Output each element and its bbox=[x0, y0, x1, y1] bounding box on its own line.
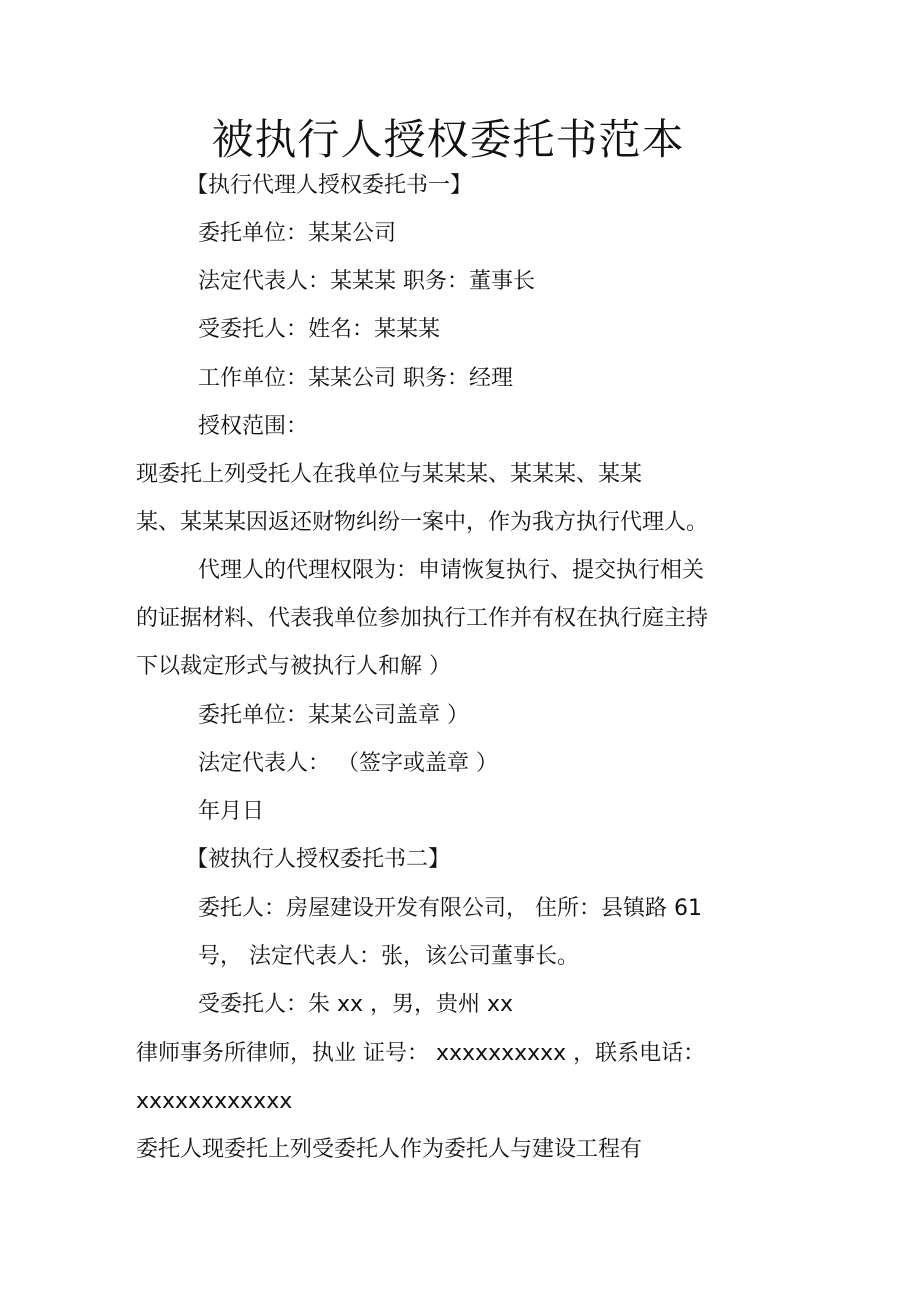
text-line: 委托单位：某某公司 bbox=[198, 221, 397, 246]
text-line: 下以裁定形式与被执行人和解 ） bbox=[136, 654, 451, 679]
section-heading-1: 【执行代理人授权委托书一】 bbox=[186, 173, 473, 198]
text-line: 律师事务所律师，执业 证号： xxxxxxxxxx ，联系电话： bbox=[136, 1041, 706, 1066]
text-line: 委托人现委托上列受委托人作为委托人与建设工程有 bbox=[136, 1137, 643, 1162]
text-line: 现委托上列受托人在我单位与某某某、某某某、某某 bbox=[136, 462, 643, 487]
text-line: 委托单位：某某公司盖章 ） bbox=[198, 703, 469, 728]
text-line: 受委托人：姓名：某某某 bbox=[198, 317, 441, 342]
text-line: 代理人的代理权限为：申请恢复执行、提交执行相关 bbox=[198, 558, 705, 583]
text-line: 委托人：房屋建设开发有限公司， 住所：县镇路 61 bbox=[198, 896, 702, 921]
text-line: 号， 法定代表人：张，该公司董事长。 bbox=[198, 944, 579, 969]
text-line: 法定代表人： （签字或盖章 ） bbox=[198, 751, 498, 776]
text-line: 授权范围： bbox=[198, 414, 309, 439]
document-title: 被执行人授权委托书范本 bbox=[211, 115, 685, 164]
text-line: 的证据材料、代表我单位参加执行工作并有权在执行庭主持 bbox=[136, 606, 709, 631]
text-line: 年月日 bbox=[198, 799, 265, 824]
section-heading-2: 【被执行人授权委托书二】 bbox=[186, 847, 451, 872]
text-line: xxxxxxxxxxxx bbox=[136, 1089, 293, 1114]
text-line: 某、某某某因返还财物纠纷一案中，作为我方执行代理人。 bbox=[136, 510, 709, 535]
text-line: 法定代表人：某某某 职务：董事长 bbox=[198, 269, 535, 294]
text-line: 受委托人：朱 xx ，男，贵州 xx bbox=[198, 992, 514, 1017]
text-line: 工作单位：某某公司 职务：经理 bbox=[198, 366, 513, 391]
